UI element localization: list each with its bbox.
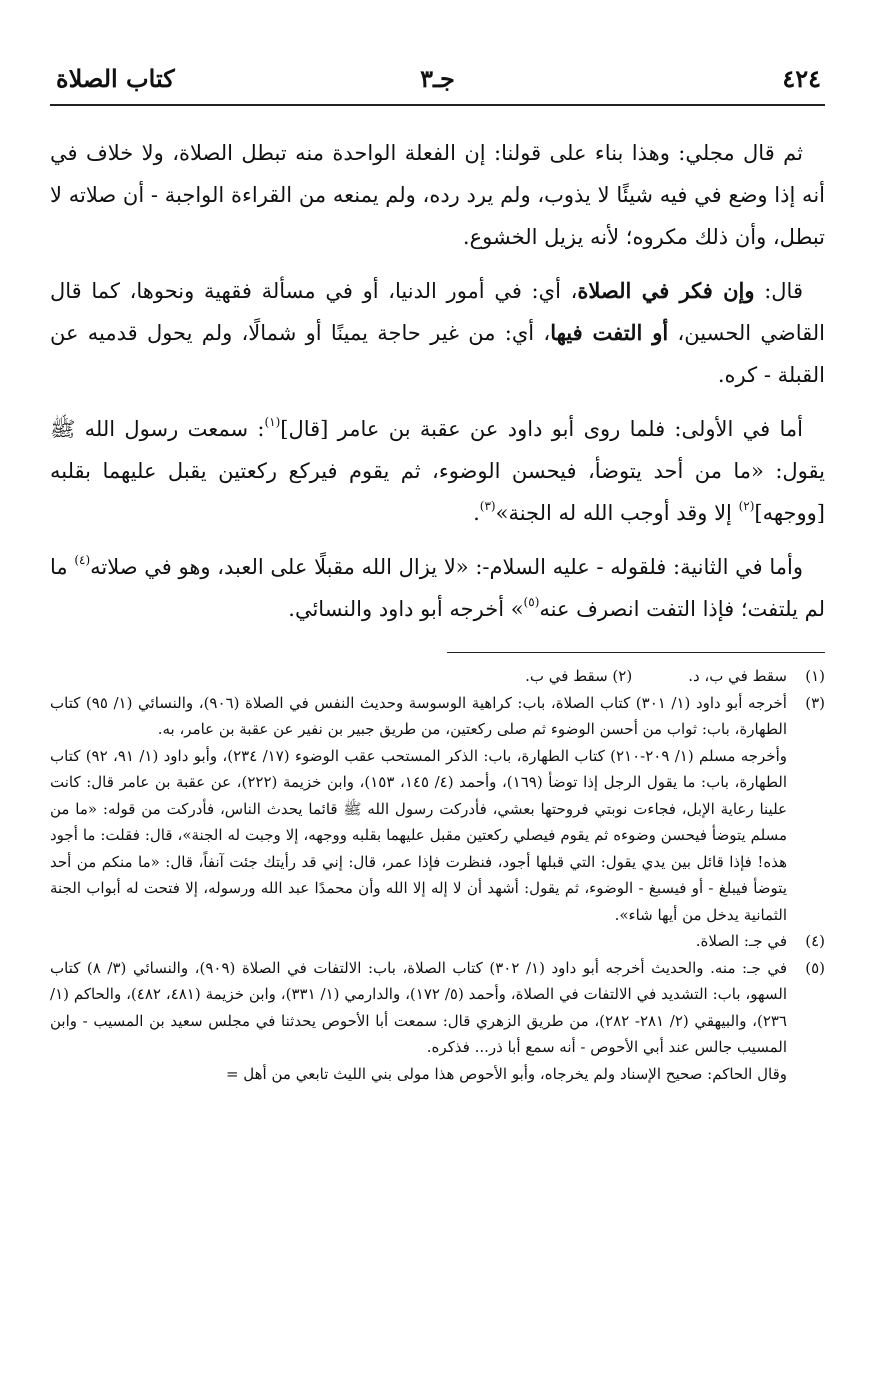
footnote-separator — [447, 652, 825, 653]
text: إلا وقد أوجب الله له الجنة» — [495, 501, 739, 525]
footnote-5-line-1: في جـ: منه. والحديث أخرجه أبو داود (١/ ٣٠٢) كتاب الصلاة، باب: الالتفات في الصلاة (٩٠٩)، والنسائي (٣/ ٨) كتاب السهو، باب: التشديد في الالتفات في الصلاة، وأحمد (٥/ ١٧٢)، والدارمي (١/ ٣٣١)، وابن خزيمة (٤٨١، ٤٨٢)، والحاكم (١/ ٢٣٦)، والبيهقي (٢/ ٢٨١- ٢٨٢)، من طريق الزهري قال: سمعت أبا الأحوص يحدثنا في مجلس سعيد بن المسيب - وابن المسيب جالس عند أبي الأحوص - أنه سمع أبا ذر... فذكره. — [50, 958, 788, 1056]
text: ، أي: من غير حاجة يمينًا أو شمالًا، ولم يحول قدميه عن القبلة - كره. — [50, 321, 825, 387]
page-header — [50, 60, 825, 100]
footnote-mark-3: (٣) — [805, 693, 825, 712]
text: ، أي: في أمور الدنيا، أو في مسألة فقهية ونحوها، كما قال القاضي الحسين، — [50, 279, 825, 345]
paragraph-1: ثم قال مجلي: وهذا بناء على قولنا: إن الفعلة الواحدة منه تبطل الصلاة، ولا خلاف في أنه إذا وضع في فيه شيئًا لا يذوب، ولم يرد رده، ولم يمنعه من القراءة الواجبة - أن صلاته لا تبطل، وأن ذلك مكروه؛ لأنه يزيل الخشوع. — [50, 141, 825, 249]
footnote-mark-1: (١) — [805, 667, 825, 685]
footnote-5 — [50, 955, 825, 1088]
footnote-mark-2: (٢) — [612, 667, 633, 685]
book-title: كتاب الصلاة — [56, 64, 175, 93]
footnote-mark-5: (٥) — [805, 958, 825, 977]
footnote-3-line-1: أخرجه أبو داود (١/ ٣٠١) كتاب الصلاة، باب: كراهية الوسوسة وحديث النفس في الصلاة (٩٠٦)، والنسائي (١/ ٩٥) كتاب الطهارة، باب: ثواب من أحسن الوضوء ثم صلى ركعتين، من طريق جبير بن نفير عن عقبة بن عامر، به. — [50, 693, 787, 738]
paragraph-3 — [50, 408, 825, 534]
footnote-4 — [50, 928, 825, 955]
footnote-1-text: سقط في ب، د. — [688, 667, 787, 685]
paragraph-4 — [50, 546, 825, 630]
text: قال: — [754, 279, 803, 303]
paragraph-2 — [50, 270, 825, 396]
footnote-ref-1[interactable]: (١) — [264, 415, 281, 429]
footnotes — [50, 663, 825, 1087]
footnote-ref-4[interactable]: (٤) — [74, 553, 91, 567]
main-text — [50, 132, 825, 630]
footnote-3-line-2: وأخرجه مسلم (١/ ٢٠٩-٢١٠) كتاب الطهارة، باب: الذكر المستحب عقب الوضوء (١٧/ ٢٣٤)، وأبو داود (١/ ٩١، ٩٢) كتاب الطهارة، باب: ما يقول الرجل إذا توضأ (١٦٩)، وأحمد (٤/ ١٤٥، ١٥٣)، وابن خزيمة (٢٢٢)، عن عقبة بن عامر قال: كانت علينا رعاية الإبل، فجاءت نوبتي فروحتها بعشي، فأدركت رسول الله ﷺ قائما يحدث الناس، فأدركت من قوله: «ما من مسلم يتوضأ فيحسن وضوءه ثم يقوم فيصلي ركعتين مقبل عليهما بقلبه ووجهه، إلا وجبت له الجنة»، قال: فقلت: ما أجود هذه! فإذا قائل بين يدي يقول: التي قبلها أجود، فنظرت فإذا عمر، قال: إني قد رأيتك جئت آنفاً، قال: «ما منكم من أحد يتوضأ فيبلغ - أو فيسبغ - الوضوء، ثم يقول: أشهد أن لا إله إلا الله وأن محمدًا عبد الله ورسوله، إلا فتحت له أبواب الجنة الثمانية يدخل من أيها شاء». — [50, 746, 788, 924]
footnote-5-line-2: وقال الحاكم: صحيح الإسناد ولم يخرجاه، وأبو الأحوص هذا مولى بني الليث تابعي من أهل = — [225, 1064, 787, 1083]
text: أما في الأولى: فلما روى أبو داود عن عقبة بن عامر [قال] — [280, 417, 804, 441]
footnote-ref-3[interactable]: (٣) — [479, 499, 496, 513]
footnote-ref-5[interactable]: (٥) — [523, 595, 540, 609]
footnote-2-text: سقط في ب. — [525, 667, 608, 685]
volume-label: جـ٣ — [420, 64, 455, 93]
footnote-4-text: في جـ: الصلاة. — [695, 932, 787, 950]
matn-bold: أو التفت فيها — [550, 320, 669, 345]
page-number: ٤٢٤ — [782, 64, 821, 93]
footnote-1-2 — [50, 663, 825, 690]
text: . — [473, 501, 480, 525]
footnote-3 — [50, 690, 825, 929]
text: وأما في الثانية: فلقوله - عليه السلام-: «لا يزال الله مقبلًا على العبد، وهو في صلاته — [90, 555, 803, 579]
text: » أخرجه أبو داود والنسائي. — [288, 597, 524, 621]
matn-bold: وإن فكر في الصلاة — [577, 278, 755, 303]
footnote-mark-4: (٤) — [805, 932, 825, 950]
text: ما لم يلتفت؛ فإذا التفت انصرف عنه — [50, 555, 825, 621]
header-rule — [50, 104, 825, 106]
text: : سمعت رسول الله ﷺ يقول: «ما من أحد يتوضأ، فيحسن الوضوء، ثم يقوم فيركع ركعتين يقبل عليهما بقلبه [ووجهه] — [50, 417, 825, 525]
footnote-ref-2[interactable]: (٢) — [738, 499, 755, 513]
